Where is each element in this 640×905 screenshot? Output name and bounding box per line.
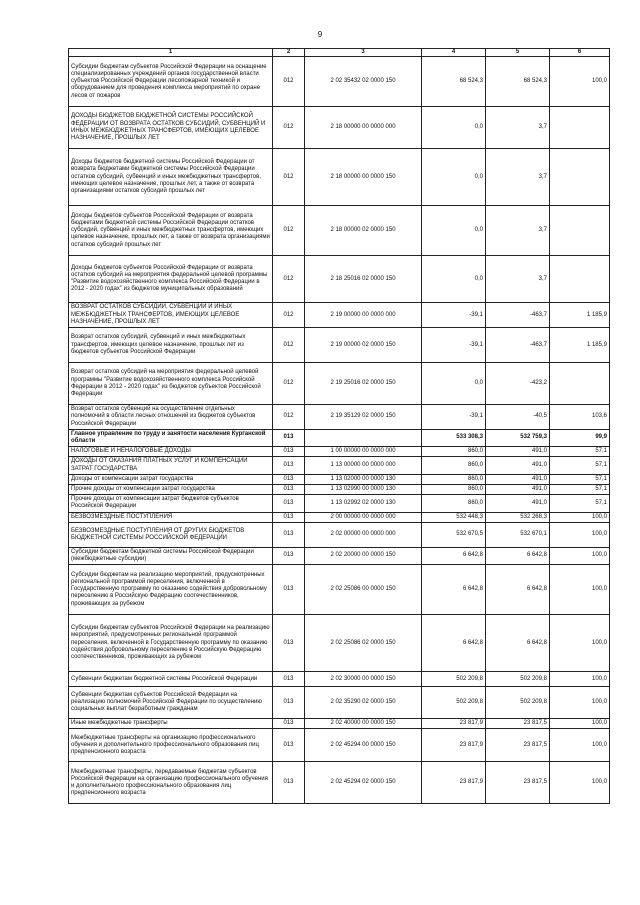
column-header: 3 [305, 49, 422, 57]
row-budget-code: 2 02 35432 02 0000 150 [305, 57, 422, 107]
table-row [69, 303, 610, 328]
row-admin-code: 013 [273, 512, 305, 522]
table-row [69, 615, 610, 672]
row-percent: 100,0 [550, 762, 610, 804]
row-fact-amount: 3,7 [486, 256, 550, 303]
row-plan-amount: 502 209,8 [422, 672, 486, 687]
row-percent: 100,0 [550, 512, 610, 522]
row-plan-amount: 23 817,9 [422, 729, 486, 762]
row-fact-amount: 23 817,5 [486, 762, 550, 804]
row-percent: 57,1 [550, 485, 610, 495]
row-budget-code: 2 02 40000 00 0000 150 [305, 719, 422, 729]
row-admin-code: 013 [273, 457, 305, 474]
row-admin-code: 012 [273, 107, 305, 149]
row-fact-amount: -40,5 [486, 405, 550, 430]
column-header: 4 [422, 49, 486, 57]
row-percent: 1 185,9 [550, 328, 610, 363]
table-row [69, 565, 610, 615]
row-plan-amount: 0,0 [422, 206, 486, 256]
row-plan-amount: 532 448,3 [422, 512, 486, 522]
row-budget-code: 2 19 35129 02 0000 150 [305, 405, 422, 430]
row-budget-code: 2 18 00000 02 0000 150 [305, 206, 422, 256]
row-plan-amount: 532 670,5 [422, 522, 486, 547]
table-row [69, 522, 610, 547]
row-percent: 100,0 [550, 522, 610, 547]
row-admin-code: 013 [273, 729, 305, 762]
row-percent: 100,0 [550, 57, 610, 107]
row-plan-amount: -39,1 [422, 405, 486, 430]
row-plan-amount: 0,0 [422, 107, 486, 149]
row-budget-code: 2 02 25086 02 0000 150 [305, 615, 422, 672]
row-budget-code: 2 02 30000 00 0000 150 [305, 672, 422, 687]
row-name-cell: ДОХОДЫ БЮДЖЕТОВ БЮДЖЕТНОЙ СИСТЕМЫ РОССИЙСКОЙ ФЕДЕРАЦИИ ОТ ВОЗВРАТА ОСТАТКОВ СУБСИДИЙ, СУБВЕНЦИЙ И ИНЫХ МЕЖБЮДЖЕТНЫХ ТРАНСФЕРТОВ, ИМЕЮЩИХ ЦЕЛЕВОЕ НАЗНАЧЕНИЕ, ПРОШЛЫХ ЛЕТ [69, 107, 273, 149]
row-admin-code: 013 [273, 474, 305, 484]
row-plan-amount: 0,0 [422, 363, 486, 405]
row-budget-code: 1 13 02000 00 0000 130 [305, 474, 422, 484]
table-row [69, 547, 610, 564]
row-name-cell: Межбюджетные трансферты на организацию профессионального обучения и дополнительного профессионального образования лиц предпенсионного возраста [69, 729, 273, 762]
row-fact-amount: 23 817,5 [486, 719, 550, 729]
row-percent: 57,1 [550, 474, 610, 484]
row-admin-code: 013 [273, 485, 305, 495]
row-name-cell: Субвенции бюджетам бюджетной системы Российской Федерации [69, 672, 273, 687]
row-fact-amount: 3,7 [486, 206, 550, 256]
row-fact-amount: 6 642,8 [486, 615, 550, 672]
row-fact-amount: 491,0 [486, 485, 550, 495]
row-percent: 57,1 [550, 447, 610, 457]
table-row [69, 485, 610, 495]
table-row [69, 495, 610, 512]
table-row [69, 256, 610, 303]
column-number-row [69, 49, 610, 57]
row-budget-code: 2 18 25016 02 0000 150 [305, 256, 422, 303]
table-body [69, 57, 610, 804]
row-admin-code: 012 [273, 363, 305, 405]
row-admin-code: 013 [273, 672, 305, 687]
row-budget-code: 2 02 25086 00 0000 150 [305, 565, 422, 615]
row-fact-amount: -463,7 [486, 328, 550, 363]
row-admin-code: 013 [273, 615, 305, 672]
row-percent: 103,6 [550, 405, 610, 430]
row-admin-code: 013 [273, 687, 305, 719]
row-fact-amount: 6 642,8 [486, 565, 550, 615]
row-name-cell: Иные межбюджетные трансферты [69, 719, 273, 729]
column-header: 2 [273, 49, 305, 57]
row-name-cell: Главное управление по труду и занятости населения Курганской области [69, 429, 273, 446]
row-plan-amount: -39,1 [422, 328, 486, 363]
row-name-cell: Доходы от компенсации затрат государства [69, 474, 273, 484]
table-row [69, 457, 610, 474]
row-admin-code: 013 [273, 565, 305, 615]
row-percent: 100,0 [550, 547, 610, 564]
row-percent [550, 149, 610, 206]
row-percent: 100,0 [550, 729, 610, 762]
row-plan-amount: 533 308,3 [422, 429, 486, 446]
row-plan-amount: -39,1 [422, 303, 486, 328]
table-row [69, 405, 610, 430]
row-budget-code: 2 00 00000 00 0000 000 [305, 512, 422, 522]
row-name-cell: ДОХОДЫ ОТ ОКАЗАНИЯ ПЛАТНЫХ УСЛУГ И КОМПЕНСАЦИИ ЗАТРАТ ГОСУДАРСТВА [69, 457, 273, 474]
table-row [69, 719, 610, 729]
table-row [69, 729, 610, 762]
row-budget-code: 1 00 00000 00 0000 000 [305, 447, 422, 457]
row-name-cell: Возврат остатков субсидий, субвенций и иных межбюджетных трансфертов, имеющих целевое назначение, прошлых лет из бюджетов субъектов Российской Федерации [69, 328, 273, 363]
row-budget-code: 2 19 00000 00 0000 000 [305, 303, 422, 328]
row-budget-code: 1 13 00000 00 0000 000 [305, 457, 422, 474]
row-admin-code: 012 [273, 57, 305, 107]
row-name-cell: Доходы бюджетов субъектов Российской Федерации от возврата остатков субсидий на мероприятия федеральной целевой программы "Развитие водохозяйственного комплекса Российской Федерации в 2012 - 2020 годах" из бюджетов муниципальных образований [69, 256, 273, 303]
row-name-cell: ВОЗВРАТ ОСТАТКОВ СУБСИДИЙ, СУБВЕНЦИЙ И ИНЫХ МЕЖБЮДЖЕТНЫХ ТРАНСФЕРТОВ, ИМЕЮЩИХ ЦЕЛЕВОЕ НАЗНАЧЕНИЕ, ПРОШЛЫХ ЛЕТ [69, 303, 273, 328]
row-name-cell: Субсидии бюджетам на реализацию мероприятий, предусмотренных региональной программой переселения, включенной в Государственную программу по оказанию содействия добровольному переселению в Российскую Федерацию соотечественников, проживающих за рубежом [69, 565, 273, 615]
table-row [69, 363, 610, 405]
row-fact-amount: 532 670,1 [486, 522, 550, 547]
row-name-cell: Возврат остатков субсидий на мероприятия федеральной целевой программы "Развитие водохозяйственного комплекса Российской Федерации в 2012 - 2020 годах" из бюджетов субъектов Российской Федерации [69, 363, 273, 405]
row-plan-amount: 860,0 [422, 457, 486, 474]
row-admin-code: 012 [273, 256, 305, 303]
row-percent: 1 185,9 [550, 303, 610, 328]
row-fact-amount: 3,7 [486, 149, 550, 206]
row-admin-code: 013 [273, 719, 305, 729]
row-admin-code: 013 [273, 522, 305, 547]
row-fact-amount: 491,0 [486, 457, 550, 474]
row-percent: 57,1 [550, 495, 610, 512]
row-admin-code: 012 [273, 405, 305, 430]
row-name-cell: Субсидии бюджетам бюджетной системы Российской Федерации (межбюджетные субсидии) [69, 547, 273, 564]
row-budget-code: 2 02 45294 00 0000 150 [305, 729, 422, 762]
row-plan-amount: 860,0 [422, 485, 486, 495]
row-plan-amount: 6 642,8 [422, 547, 486, 564]
row-admin-code: 012 [273, 303, 305, 328]
row-plan-amount: 23 817,9 [422, 719, 486, 729]
row-budget-code [305, 429, 422, 446]
row-admin-code: 013 [273, 762, 305, 804]
row-percent: 100,0 [550, 672, 610, 687]
row-plan-amount: 0,0 [422, 256, 486, 303]
row-fact-amount: 23 817,5 [486, 729, 550, 762]
row-percent: 57,1 [550, 457, 610, 474]
row-name-cell: Межбюджетные трансферты, передаваемые бюджетам субъектов Российской Федерации на организацию профессионального обучения и дополнительного профессионального образования лиц предпенсионного возраста [69, 762, 273, 804]
row-admin-code: 012 [273, 328, 305, 363]
row-name-cell: Прочие доходы от компенсации затрат бюджетов субъектов Российской Федерации [69, 495, 273, 512]
row-fact-amount: -463,7 [486, 303, 550, 328]
row-percent [550, 363, 610, 405]
table-row [69, 474, 610, 484]
row-plan-amount: 23 817,9 [422, 762, 486, 804]
row-plan-amount: 860,0 [422, 474, 486, 484]
row-percent [550, 206, 610, 256]
row-name-cell: НАЛОГОВЫЕ И НЕНАЛОГОВЫЕ ДОХОДЫ [69, 447, 273, 457]
row-fact-amount: 491,0 [486, 474, 550, 484]
row-fact-amount: 3,7 [486, 107, 550, 149]
row-percent: 99,9 [550, 429, 610, 446]
row-name-cell: Прочие доходы от компенсации затрат государства [69, 485, 273, 495]
row-fact-amount: 491,0 [486, 447, 550, 457]
row-percent [550, 107, 610, 149]
table-row [69, 57, 610, 107]
row-budget-code: 2 02 00000 00 0000 000 [305, 522, 422, 547]
row-fact-amount: 502 209,8 [486, 672, 550, 687]
row-fact-amount: 532 268,3 [486, 512, 550, 522]
table-row [69, 687, 610, 719]
table-row [69, 206, 610, 256]
row-budget-code: 2 19 00000 02 0000 150 [305, 328, 422, 363]
column-header: 1 [69, 49, 273, 57]
row-budget-code: 1 13 02992 02 0000 130 [305, 495, 422, 512]
row-budget-code: 2 02 45294 02 0000 150 [305, 762, 422, 804]
table-row [69, 107, 610, 149]
row-name-cell: Доходы бюджетов субъектов Российской Федерации от возврата бюджетами бюджетной системы Российской Федерации остатков субсидий, субвенций и иных межбюджетных трансфертов, имеющих целевое назначение, прошлых лет, а также от возврата организациями остатков субсидий прошлых лет [69, 206, 273, 256]
page-number: 9 [317, 30, 323, 39]
row-budget-code: 2 18 00000 00 0000 150 [305, 149, 422, 206]
row-name-cell: Субвенции бюджетам субъектов Российской Федерации на реализацию полномочий Российской Федерации по осуществлению социальных выплат безработным гражданам [69, 687, 273, 719]
column-header: 6 [550, 49, 610, 57]
row-admin-code: 013 [273, 447, 305, 457]
row-name-cell: Возврат остатков субвенций на осуществление отдельных полномочий в области лесных отношений из бюджетов субъектов Российской Федерации [69, 405, 273, 430]
row-name-cell: Субсидии бюджетам субъектов Российской Федерации на оснащение специализированных учреждений органов государственной власти субъектов Российской Федерации лесопожарной техникой и оборудованием для проведения комплекса мероприятий по охране лесов от пожаров [69, 57, 273, 107]
row-admin-code: 013 [273, 547, 305, 564]
row-percent: 100,0 [550, 719, 610, 729]
row-percent: 100,0 [550, 615, 610, 672]
row-budget-code: 2 19 25016 02 0000 150 [305, 363, 422, 405]
row-name-cell: Субсидии бюджетам субъектов Российской Федерации на реализацию мероприятий, предусмотренных региональной программой переселения, включенной в Государственную программу по оказанию содействия добровольному переселению в Российскую Федерацию соотечественников, проживающих за рубежом [69, 615, 273, 672]
row-plan-amount: 68 524,3 [422, 57, 486, 107]
budget-revenue-table [68, 48, 610, 804]
table-row [69, 512, 610, 522]
row-budget-code: 1 13 02990 00 0000 130 [305, 485, 422, 495]
row-fact-amount: 491,0 [486, 495, 550, 512]
row-percent [550, 256, 610, 303]
row-admin-code: 013 [273, 495, 305, 512]
row-plan-amount: 502 209,8 [422, 687, 486, 719]
table-row [69, 149, 610, 206]
column-header: 5 [486, 49, 550, 57]
row-admin-code: 012 [273, 149, 305, 206]
row-plan-amount: 6 642,8 [422, 615, 486, 672]
row-plan-amount: 860,0 [422, 495, 486, 512]
row-admin-code: 012 [273, 206, 305, 256]
row-fact-amount: 6 642,8 [486, 547, 550, 564]
table-row [69, 672, 610, 687]
row-name-cell: БЕЗВОЗМЕЗДНЫЕ ПОСТУПЛЕНИЯ [69, 512, 273, 522]
table-row [69, 762, 610, 804]
row-admin-code: 013 [273, 429, 305, 446]
row-plan-amount: 0,0 [422, 149, 486, 206]
row-budget-code: 2 02 35290 02 0000 150 [305, 687, 422, 719]
row-fact-amount: 532 759,3 [486, 429, 550, 446]
row-plan-amount: 6 642,8 [422, 565, 486, 615]
row-percent: 100,0 [550, 565, 610, 615]
table-row [69, 447, 610, 457]
table-row [69, 328, 610, 363]
row-fact-amount: -423,2 [486, 363, 550, 405]
row-budget-code: 2 18 00000 00 0000 000 [305, 107, 422, 149]
row-budget-code: 2 02 20000 00 0000 150 [305, 547, 422, 564]
row-fact-amount: 502 209,8 [486, 687, 550, 719]
row-name-cell: БЕЗВОЗМЕЗДНЫЕ ПОСТУПЛЕНИЯ ОТ ДРУГИХ БЮДЖЕТОВ БЮДЖЕТНОЙ СИСТЕМЫ РОССИЙСКОЙ ФЕДЕРАЦИИ [69, 522, 273, 547]
table-row [69, 429, 610, 446]
row-name-cell: Доходы бюджетов бюджетной системы Российской Федерации от возврата бюджетами бюджетной системы Российской Федерации остатков субсидий, субвенций и иных межбюджетных трансфертов, имеющих целевое назначение, прошлых лет, а также от возврата организациями остатков субсидий прошлых лет [69, 149, 273, 206]
row-percent: 100,0 [550, 687, 610, 719]
row-fact-amount: 68 524,3 [486, 57, 550, 107]
row-plan-amount: 860,0 [422, 447, 486, 457]
